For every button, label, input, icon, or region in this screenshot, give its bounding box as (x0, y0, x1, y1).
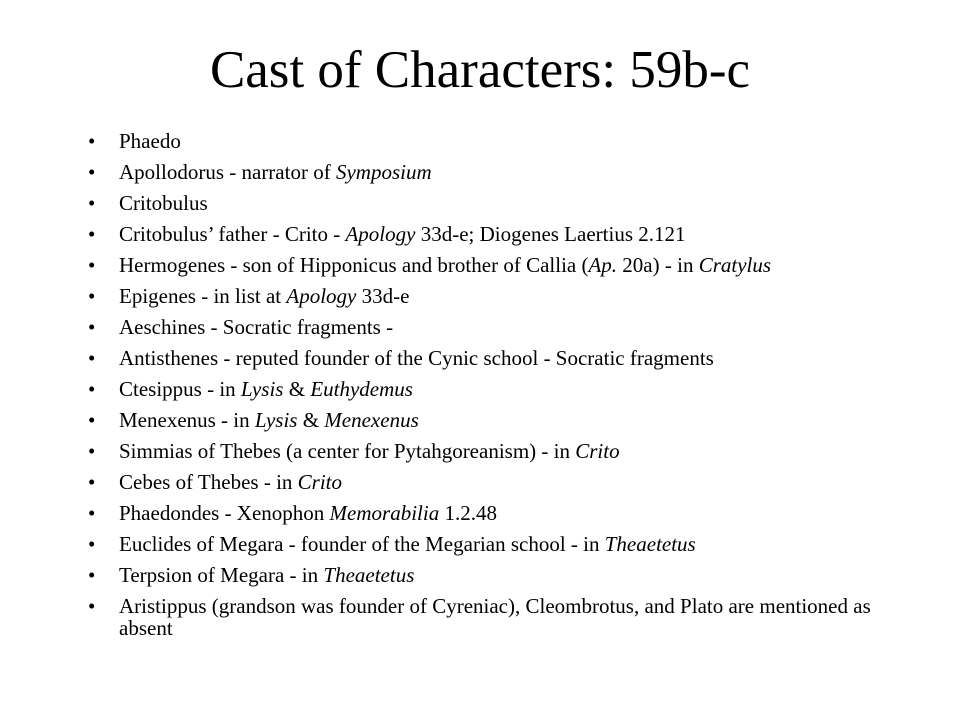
text-segment: Critobulus (119, 191, 208, 215)
bullet-dot-icon: • (88, 284, 96, 308)
text-segment: Critobulus’ father - Crito - (119, 222, 346, 246)
bullet-list (88, 130, 898, 648)
bullet-dot-icon: • (88, 346, 96, 370)
text-segment: 1.2.48 (439, 501, 497, 525)
text-segment: Euclides of Megara - founder of the Megarian school - in (119, 532, 605, 556)
work-title: Apology (345, 222, 416, 246)
bullet-item (88, 254, 898, 276)
text-segment: Aeschines - Socratic fragments - (119, 315, 394, 339)
bullet-dot-icon: • (88, 253, 96, 277)
work-title: Euthydemus (310, 377, 413, 401)
text-segment: & (283, 377, 311, 401)
text-segment: Menexenus - in (119, 408, 255, 432)
work-title: Crito (297, 470, 343, 494)
text-segment: 33d-e; Diogenes Laertius 2.121 (415, 222, 686, 246)
bullet-text (119, 253, 771, 277)
bullet-item (88, 564, 898, 586)
bullet-dot-icon: • (88, 470, 96, 494)
bullet-item (88, 378, 898, 400)
bullet-dot-icon: • (88, 315, 96, 339)
work-title: Theaetetus (323, 563, 415, 587)
text-segment: Aristippus (grandson was founder of Cyreniac), Cleombrotus, and Plato are mentioned as absent (119, 594, 871, 640)
bullet-dot-icon: • (88, 222, 96, 246)
text-segment: Phaedo (119, 129, 181, 153)
bullet-item (88, 161, 898, 183)
bullet-item (88, 440, 898, 462)
text-segment: Ctesippus - in (119, 377, 241, 401)
bullet-text (119, 532, 696, 556)
bullet-text (119, 284, 409, 308)
bullet-item (88, 130, 898, 152)
bullet-text (119, 563, 414, 587)
work-title: Ap. (588, 253, 618, 277)
slide-title: Cast of Characters: 59b-c (209, 41, 751, 99)
text-segment: Epigenes - in list at (119, 284, 287, 308)
work-title: Theaetetus (604, 532, 696, 556)
bullet-item (88, 223, 898, 245)
bullet-item (88, 595, 898, 639)
text-segment: Cebes of Thebes - in (119, 470, 298, 494)
bullet-item (88, 502, 898, 524)
text-segment: Simmias of Thebes (a center for Pytahgoreanism) - in (119, 439, 576, 463)
bullet-dot-icon: • (88, 563, 96, 587)
work-title: Cratylus (698, 253, 772, 277)
bullet-item (88, 316, 898, 338)
bullet-text (119, 346, 714, 370)
work-title: Menexenus (324, 408, 419, 432)
bullet-text (119, 501, 497, 525)
bullet-dot-icon: • (88, 408, 96, 432)
work-title: Lysis (240, 377, 284, 401)
bullet-text (119, 594, 871, 640)
bullet-dot-icon: • (88, 191, 96, 215)
bullet-dot-icon: • (88, 501, 96, 525)
bullet-text (119, 222, 686, 246)
bullet-dot-icon: • (88, 377, 96, 401)
text-segment: Hermogenes - son of Hipponicus and brother of Callia ( (119, 253, 589, 277)
bullet-item (88, 533, 898, 555)
text-segment: Terpsion of Megara - in (119, 563, 324, 587)
bullet-item (88, 192, 898, 214)
bullet-text (119, 470, 342, 494)
text-segment: Antisthenes - reputed founder of the Cynic school - Socratic fragments (119, 346, 714, 370)
bullet-text (119, 191, 208, 215)
text-segment: Apollodorus - narrator of (119, 160, 336, 184)
bullet-dot-icon: • (88, 439, 96, 463)
text-segment: 33d-e (356, 284, 410, 308)
bullet-text (119, 160, 432, 184)
work-title: Crito (575, 439, 620, 463)
bullet-text (119, 129, 181, 153)
work-title: Lysis (254, 408, 298, 432)
text-segment: Phaedondes - Xenophon (119, 501, 330, 525)
bullet-item (88, 409, 898, 431)
bullet-text (119, 439, 620, 463)
work-title: Apology (286, 284, 357, 308)
bullet-item (88, 471, 898, 493)
bullet-item (88, 347, 898, 369)
work-title: Memorabilia (329, 501, 440, 525)
bullet-text (119, 408, 419, 432)
bullet-dot-icon: • (88, 129, 96, 153)
text-segment: 20a) - in (617, 253, 699, 277)
bullet-dot-icon: • (88, 594, 96, 618)
text-segment: & (297, 408, 325, 432)
bullet-text (119, 377, 413, 401)
work-title: Symposium (335, 160, 432, 184)
bullet-text (119, 315, 393, 339)
bullet-item (88, 285, 898, 307)
bullet-dot-icon: • (88, 160, 96, 184)
bullet-dot-icon: • (88, 532, 96, 556)
